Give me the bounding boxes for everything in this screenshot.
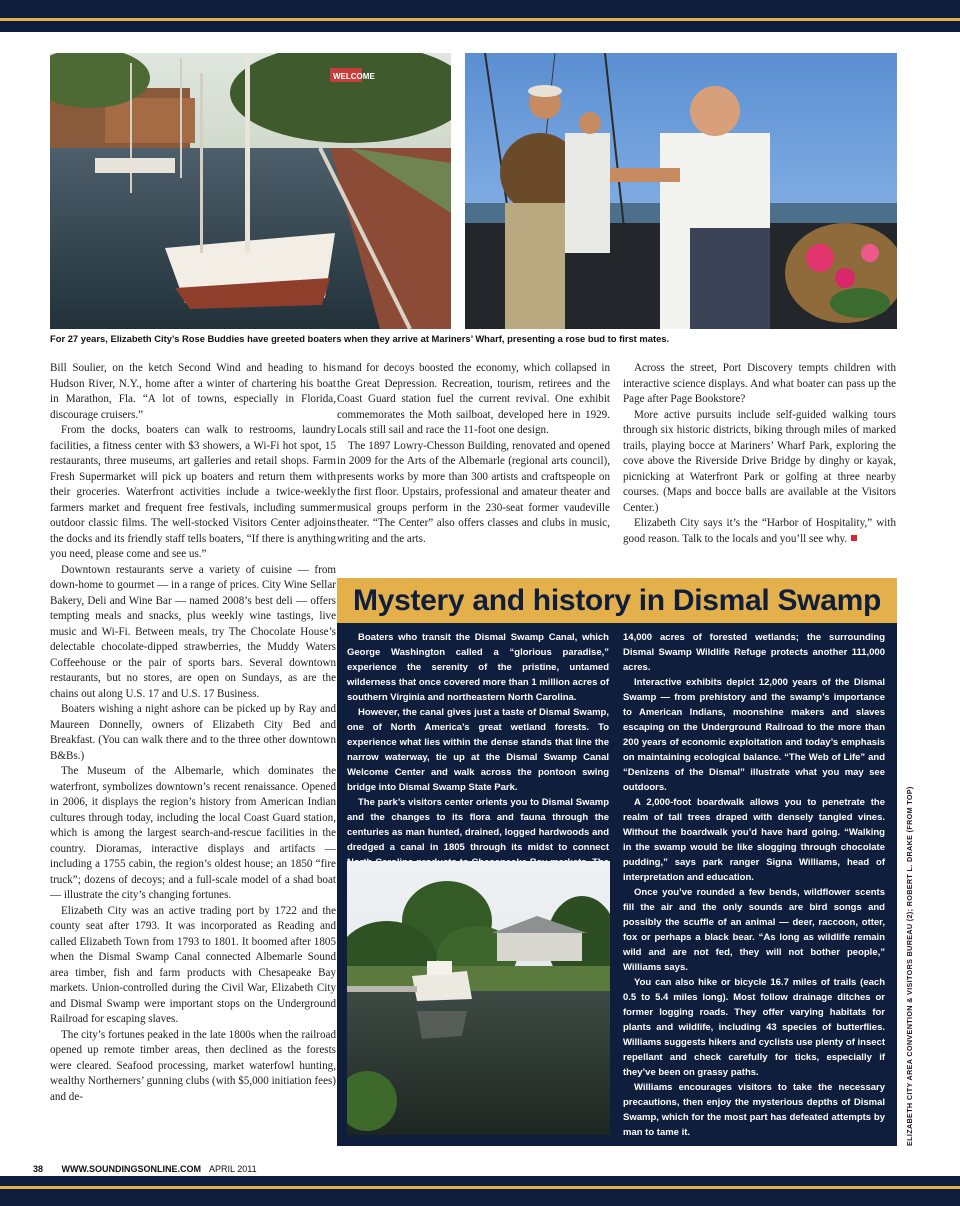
article-paragraph: The city’s fortunes peaked in the late 1800s when the railroad opened up remote timber areas, then declined as the forests were cleared. Seafood processing, market waterfowl hunting, wealthy Northerners’ gunning clubs (with $5,000 initiation fees) and de- [50, 1028, 336, 1103]
sidebar-paragraph: Interactive exhibits depict 12,000 years of the Dismal Swamp — from prehistory and the swamp’s importance to American Indians, moonshine makers and slaves escaping on the Underground Railroad to the more than 200 years of economic exploitation and today’s emphasis on maintaining ecological balance. “The Web of Life” and “Denizens of the Dismal” illustrate what you may see outdoors. [623, 677, 885, 793]
sidebar-title: Mystery and history in Dismal Swamp [337, 578, 897, 623]
article-closing-text: Elizabeth City says it’s the “Harbor of Hospitality,” with good reason. Talk to the locals and you’ll see why. [623, 517, 896, 545]
article-column-3 [623, 361, 896, 547]
sidebar-paragraph: However, the canal gives just a taste of Dismal Swamp, one of North America’s great wetland forests. To experience what lies within the dense stands that line the narrow waterway, tie up at the Dismal Swamp Canal Welcome Center and walk across the pontoon swing bridge into Dismal Swamp State Park. [347, 707, 609, 793]
photo-credit: ELIZABETH CITY AREA CONVENTION & VISITORS BUREAU (2); ROBERT L. DRAKE (FROM TOP) [905, 786, 914, 1146]
top-color-band [0, 0, 960, 32]
article-paragraph: Elizabeth City was an active trading port by 1722 and the county seat after 1793. It was incorporated as Reading and called Elizabeth Town from 1793 to 1801. It boomed after 1805 when the Dismal Swamp Canal connected Albemarle Sound area timber, fish and farm products with Chesapeake Bay markets. Union-controlled during the Civil War, Elizabeth City and Dismal Swamp were important stops on the Underground Railroad for escaping slaves. [50, 904, 336, 1025]
sidebar-paragraph: Williams encourages visitors to take the necessary precautions, then enjoy the mysterious depths of Dismal Swamp, which for the most part has defeated attempts by man to tame it. [623, 1082, 885, 1138]
article-paragraph: Bill Soulier, on the ketch Second Wind and heading to his Hudson River, N.Y., home after a winter of chartering his boat in Marathon, Fla. “A lot of towns, especially in Florida, discourage cruisers.” [50, 362, 336, 421]
publication-url[interactable]: WWW.SOUNDINGSONLINE.COM [61, 1164, 202, 1174]
end-mark-icon [851, 535, 857, 541]
photo-dismal-swamp-welcome-center [347, 861, 610, 1135]
photo-caption: For 27 years, Elizabeth City’s Rose Buddies have greeted boaters when they arrive at Mariners’ Wharf, presenting a rose bud to first mates. [50, 333, 670, 344]
sidebar-column-right [623, 630, 885, 1140]
article-paragraph-last [623, 516, 896, 547]
article-paragraph: More active pursuits include self-guided walking tours through six historic districts, biking through miles of marked trails, playing bocce at Mariners’ Wharf Park, exploring the cove above the Riverside Drive Bridge by dinghy or kayak, picnicking at Waterfront Park or golfing at three nearby courses. (Maps and bocce balls are available at the Visitors Center.) [623, 408, 896, 514]
sidebar-paragraph: Boaters who transit the Dismal Swamp Canal, which George Washington called a “glorious paradise,” experience the serenity of the pristine, untamed wilderness that once covered more than 1 million acres of southern Virginia and northeastern North Carolina. [347, 632, 609, 703]
bottom-color-band [0, 1176, 960, 1206]
sidebar-paragraph: A 2,000-foot boardwalk allows you to penetrate the realm of tall trees draped with densely tangled vines. Without the boardwalk you’d have hard going. “Walking in the swamp would be like slogging through chocolate pudding,” says park ranger Signa Williams, head of interpretation and education. [623, 797, 885, 883]
photo-mariners-wharf [50, 53, 451, 329]
sidebar-paragraph: You can also hike or bicycle 16.7 miles of trails (each 0.5 to 5.4 miles long). Most follow drainage ditches or former logging roads. They offer varying habitats for plants and wildlife, including 43 species of butterflies. Williams suggests hikers and cyclists use plenty of insect repellant and check carefully for ticks, especially if they’ve been on grassy paths. [623, 977, 885, 1078]
article-paragraph: Downtown restaurants serve a variety of cuisine — from down-home to gourmet — in a range of prices. City Wine Sellar Bakery, Deli and Wine Bar — named 2008’s best deli — offers tempting meals and snacks, plus weekly wine tastings, live music and Wi-Fi. Between meals, try The Chocolate House’s delectable chocolate-dipped strawberries, the Muddy Waters Coffeehouse or the pair of sports bars. Several downtown restaurants, but no stores, are open on Sundays, as are the chains out along U.S. 17 and U.S. 17 Business. [50, 563, 336, 700]
sidebar-column-left [347, 630, 609, 885]
welcome-sign-text: WELCOME [333, 72, 375, 81]
bottom-gold-rule [0, 1186, 960, 1189]
article-paragraph: Boaters wishing a night ashore can be picked up by Ray and Maureen Donnelly, owners of Elizabeth City Bed and Breakfast. (You can walk there and to the three other downtown B&Bs.) [50, 703, 336, 762]
page-number: 38 [33, 1164, 44, 1174]
top-gold-rule [0, 18, 960, 21]
article-column-1 [50, 361, 336, 1105]
article-paragraph: From the docks, boaters can walk to restrooms, laundry facilities, a fitness center with $3 showers, a Wi-Fi hot spot, 15 restaurants, three museums, art galleries and retail shops. Farm Fresh Supermarket will pick up boaters and return them with their groceries. Waterfront activities include a twice-weekly farmers market and frequent free festivals, including summer outdoor classic films. The well-stocked Visitors Center adjoins the docks and its friendly staff tells boaters, “If there is anything you need, please come and see us.” [50, 424, 336, 560]
article-paragraph: The Museum of the Albemarle, which dominates the waterfront, symbolizes downtown’s recent renaissance. Opened in 2006, it displays the region’s history from American Indian cultures through today, including the local Coast Guard station, which is among the largest search-and-rescue facilities in the country. Dioramas, interactive displays and artifacts — including a 1755 cabin, the region’s oldest house; an 1850 “fire truck”; dozens of decoys; and a full-scale model of a shad boat — illustrate the city’s changing fortunes. [50, 765, 336, 901]
article-paragraph: Across the street, Port Discovery tempts children with interactive science displays. And what boater can pass up the Page after Page Bookstore? [623, 362, 896, 405]
article-column-2 [337, 361, 610, 547]
sidebar-paragraph: Once you’ve rounded a few bends, wildflower scents fill the air and the only sounds are bird songs and possibly the scuffle of an animal — deer, raccoon, otter, fox or perhaps a black bear. “As long as wildlife remain wild and are not fed, they will not bother people,” Williams says. [623, 887, 885, 973]
photo-rose-buddies-greeting [465, 53, 897, 329]
page-folio [33, 1162, 257, 1176]
article-paragraph: The 1897 Lowry-Chesson Building, renovated and opened in 2009 for the Arts of the Albemarle (regional arts council), presents works by more than 300 artists and craftspeople on the first floor. Upstairs, professional and amateur theater and musical groups perform in the 230-seat former vaudeville theater. “The Center” also offers classes and clubs in music, writing and the arts. [337, 439, 610, 545]
sidebar-paragraph: The park’s visitors center orients you to Dismal Swamp and the changes to its flora and fauna through the centuries as man hunted, drained, logged hardwoods and dredged a canal in 1805 through its midst to connect [347, 797, 609, 853]
sidebar-paragraph: 14,000 acres of forested wetlands; the surrounding Dismal Swamp Wildlife Refuge protects another 111,000 acres. [623, 632, 885, 673]
article-paragraph: mand for decoys boosted the economy, which collapsed in the Great Depression. Recreation, tourism, retirees and the Coast Guard station fuel the current revival. One exhibit commemorates the Moth sailboat, developed here in 1929. Locals still sail and race the 11-foot one design. [337, 362, 610, 436]
issue-date: APRIL 2011 [209, 1164, 257, 1174]
